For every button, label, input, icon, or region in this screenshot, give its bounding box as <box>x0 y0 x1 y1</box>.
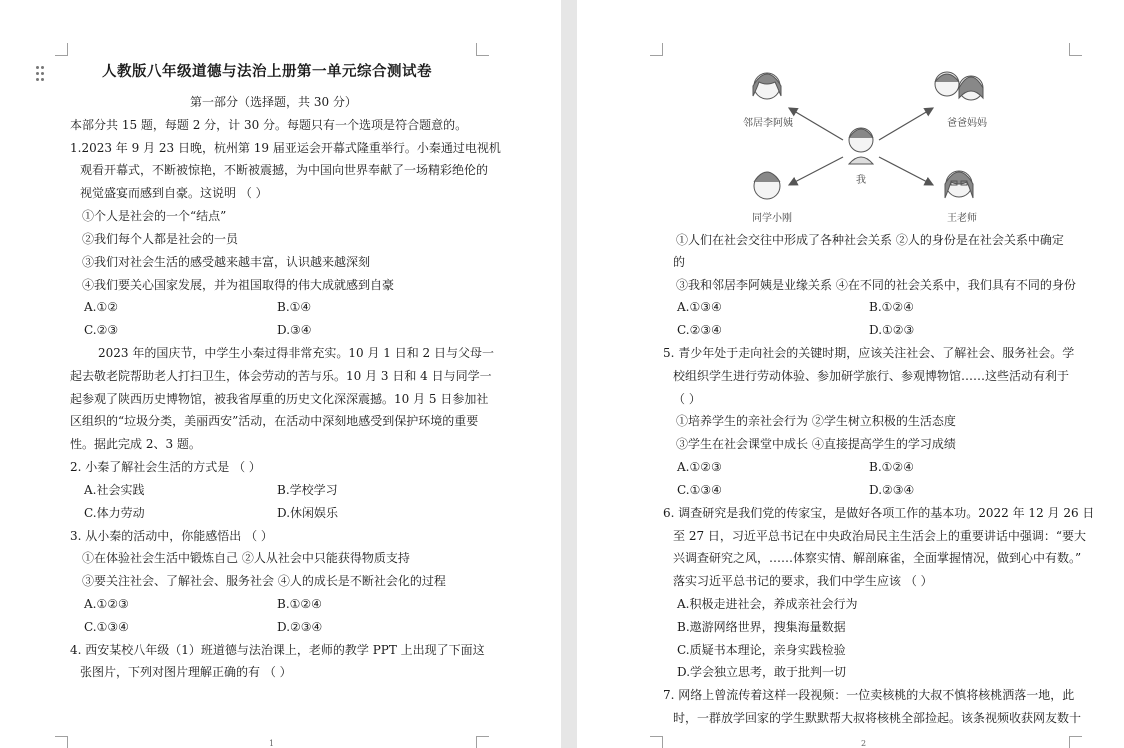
part-heading: 第一部分（选择题，共 30 分） <box>190 95 357 109</box>
teacher-portrait-icon <box>945 171 973 198</box>
drag-handle-icon[interactable] <box>36 66 46 82</box>
material-line: 2023 年的国庆节，中学生小秦过得非常充实。10 月 1 日和 2 日与父母一 <box>98 346 494 360</box>
crop-mark-bottom-right <box>1069 736 1082 748</box>
crop-mark-top-right <box>476 43 489 56</box>
q4-option-b[interactable]: B.①②④ <box>869 300 914 314</box>
social-relations-figure <box>737 60 997 230</box>
q6-option-b[interactable]: B.遨游网络世界，搜集海量数据 <box>677 620 846 634</box>
q5-statement: ③学生在社会课堂中成长 ④直接提高学生的学习成绩 <box>676 437 956 451</box>
q7-stem-line: 7. 网络上曾流传着这样一段视频：一位卖核桃的大叔不慎将核桃洒落一地，此 <box>663 688 1075 702</box>
q4-option-c[interactable]: C.②③④ <box>677 323 722 337</box>
q5-option-c[interactable]: C.①③④ <box>677 483 722 497</box>
q4-stem-line: 4. 西安某校八年级（1）班道德与法治课上，老师的教学 PPT 上出现了下面这 <box>70 643 485 657</box>
q4-statement: ③我和邻居李阿姨是业缘关系 ④在不同的社会关系中，我们具有不同的身份 <box>676 278 1076 292</box>
q5-statement: ①培养学生的亲社会行为 ②学生树立积极的生活态度 <box>676 414 956 428</box>
q1-statement: ③我们对社会生活的感受越来越丰富，认识越来越深刻 <box>82 255 371 269</box>
neighbor-portrait-icon <box>753 73 781 99</box>
q4-statement: ①人们在社会交往中形成了各种社会关系 ②人的身份是在社会关系中确定 <box>676 233 1064 247</box>
document-title: 人教版八年级道德与法治上册第一单元综合测试卷 <box>102 63 432 80</box>
q2-option-b[interactable]: B.学校学习 <box>277 483 338 497</box>
q3-option-d[interactable]: D.②③④ <box>277 620 323 634</box>
q2-option-d[interactable]: D.休闲娱乐 <box>277 506 339 520</box>
q3-statement: ①在体验社会生活中锻炼自己 ②人从社会中只能获得物质支持 <box>82 551 410 565</box>
arrow-to-classmate <box>789 157 843 185</box>
q5-stem-line: 校组织学生进行劳动体验、参加研学旅行、参观博物馆……这些活动有利于 <box>673 369 1070 383</box>
q1-stem-line: 视觉盛宴而感到自豪。这说明 （ ） <box>80 186 268 200</box>
section-intro: 本部分共 15 题，每题 2 分，计 30 分。每题只有一个选项是符合题意的。 <box>70 118 468 132</box>
q6-stem-line: 落实习近平总书记的要求，我们中学生应该 （ ） <box>673 574 933 588</box>
q3-stem: 3. 从小秦的活动中，你能感悟出 （ ） <box>70 529 273 543</box>
crop-mark-top-left <box>650 43 663 56</box>
page-gap <box>561 0 577 748</box>
crop-mark-bottom-left <box>650 736 663 748</box>
q2-stem: 2. 小秦了解社会生活的方式是 （ ） <box>70 460 261 474</box>
crop-mark-top-left <box>55 43 68 56</box>
q6-option-c[interactable]: C.质疑书本理论，亲身实践检验 <box>677 643 846 657</box>
q1-statement: ④我们要关心国家发展，并为祖国取得的伟大成就感到自豪 <box>82 278 395 292</box>
q1-stem-line: 观看开幕式，不断被惊艳，不断被震撼，为中国向世界奉献了一场精彩绝伦的 <box>80 163 489 177</box>
figure-label-teacher: 王老师 <box>947 213 977 224</box>
q1-statement: ②我们每个人都是社会的一员 <box>82 232 239 246</box>
q3-option-a[interactable]: A.①②③ <box>84 597 129 611</box>
q7-stem-line: 时，一群放学回家的学生默默帮大叔将核桃全部捡起。该条视频收获网友数十 <box>673 711 1082 725</box>
q4-statement: 的 <box>673 255 686 269</box>
q1-statement: ①个人是社会的一个“结点” <box>82 209 227 223</box>
q1-stem-line: 1.2023 年 9 月 23 日晚，杭州第 19 届亚运会开幕式隆重举行。小秦通过电视机 <box>70 141 501 155</box>
q5-option-a[interactable]: A.①②③ <box>677 460 722 474</box>
q4-stem-line: 张图片，下列对图片理解正确的有 （ ） <box>80 665 292 679</box>
document-page-1 <box>0 0 561 748</box>
q6-option-d[interactable]: D.学会独立思考，敢于批判一切 <box>677 665 847 679</box>
q6-stem-line: 至 27 日，习近平总书记在中央政治局民主生活会上的重要讲话中强调：“要大 <box>673 529 1087 543</box>
material-line: 起参观了陕西历史博物馆，被我省厚重的历史文化深深震撼。10 月 5 日参加社 <box>70 392 489 406</box>
q3-statement: ③要关注社会、了解社会、服务社会 ④人的成长是不断社会化的过程 <box>82 574 446 588</box>
figure-label-classmate: 同学小刚 <box>752 213 792 224</box>
q5-option-b[interactable]: B.①②④ <box>869 460 914 474</box>
classmate-portrait-icon <box>754 172 780 199</box>
figure-label-parents: 爸爸妈妈 <box>947 118 987 129</box>
q1-option-b[interactable]: B.①④ <box>277 300 312 314</box>
q4-option-a[interactable]: A.①③④ <box>677 300 722 314</box>
q3-option-b[interactable]: B.①②④ <box>277 597 322 611</box>
q3-option-c[interactable]: C.①③④ <box>84 620 129 634</box>
q6-stem-line: 兴调查研究之风，……体察实情、解剖麻雀，全面掌握情况，做到心中有数。” <box>673 551 1082 565</box>
q6-option-a[interactable]: A.积极走进社会，养成亲社会行为 <box>677 597 858 611</box>
figure-label-me: 我 <box>856 175 866 186</box>
crop-mark-top-right <box>1069 43 1082 56</box>
q1-option-a[interactable]: A.①② <box>84 300 118 314</box>
arrow-to-neighbor <box>789 108 843 140</box>
document-page-2 <box>577 0 1124 748</box>
parents-portrait-icon <box>935 72 983 100</box>
material-line: 区组织的“垃圾分类，美丽西安”活动，在活动中深刻地感受到保护环境的重要 <box>70 414 479 428</box>
page-number: 2 <box>861 739 867 748</box>
q5-stem-line: （ ） <box>673 392 701 406</box>
crop-mark-bottom-left <box>55 736 68 748</box>
page-number: 1 <box>269 739 275 748</box>
q1-option-c[interactable]: C.②③ <box>84 323 119 337</box>
q4-option-d[interactable]: D.①②③ <box>869 323 915 337</box>
me-portrait-icon <box>849 128 873 164</box>
material-line: 性。据此完成 2、3 题。 <box>70 437 201 451</box>
q5-option-d[interactable]: D.②③④ <box>869 483 915 497</box>
q2-option-a[interactable]: A.社会实践 <box>84 483 145 497</box>
arrow-to-teacher <box>879 157 933 185</box>
arrow-to-parents <box>879 108 933 140</box>
q1-option-d[interactable]: D.③④ <box>277 323 312 337</box>
q5-stem-line: 5. 青少年处于走向社会的关键时期，应该关注社会、了解社会、服务社会。学 <box>663 346 1075 360</box>
material-line: 起去敬老院帮助老人打扫卫生，体会劳动的苦与乐。10 月 3 日和 4 日与同学一 <box>70 369 492 383</box>
figure-label-neighbor: 邻居李阿姨 <box>743 118 793 129</box>
q2-option-c[interactable]: C.体力劳动 <box>84 506 145 520</box>
crop-mark-bottom-right <box>476 736 489 748</box>
q6-stem-line: 6. 调查研究是我们党的传家宝，是做好各项工作的基本功。2022 年 12 月 26 日 <box>663 506 1095 520</box>
